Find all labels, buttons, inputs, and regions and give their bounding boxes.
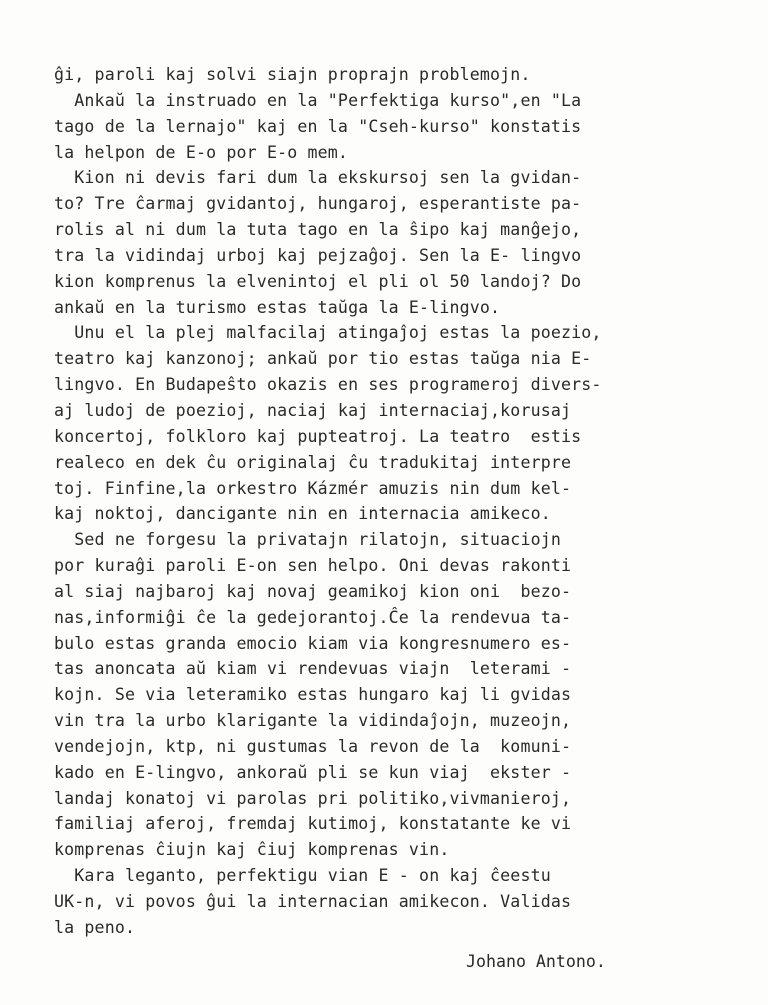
text-line: landaj konatoj vi parolas pri politiko,vivmanieroj, bbox=[54, 788, 572, 808]
text-line: vendejojn, ktp, ni gustumas la revon de la komuni- bbox=[54, 736, 572, 756]
text-line: Kara leganto, perfektigu vian E - on kaj ĉeestu bbox=[54, 866, 551, 886]
text-line: tago de la lernajo" kaj en la "Cseh-kurso" konstatis bbox=[54, 116, 582, 136]
text-line: UK-n, vi povos ĝui la internacian amikecon. Validas bbox=[54, 892, 572, 911]
text-line: rolis al ni dum la tuta tago en la ŝipo kaj manĝejo, bbox=[54, 220, 582, 240]
text-line: teatro kaj kanzonoj; ankaŭ por tio estas taŭga nia E- bbox=[54, 349, 592, 369]
text-line: to? Tre ĉarmaj gvidantoj, hungaroj, esperantiste pa- bbox=[54, 194, 582, 214]
text-line: realeco en dek ĉu originalaj ĉu tradukitaj interpre bbox=[54, 452, 572, 472]
text-line: la peno. bbox=[54, 917, 136, 937]
text-line: nas,informiĝi ĉe la gedejorantoj.Ĉe la rendevua ta- bbox=[54, 607, 572, 627]
text-line: bulo estas granda emocio kiam via kongresnumero es- bbox=[54, 633, 572, 653]
text-line: Unu el la plej malfacilaj atingaĵoj estas la poezio, bbox=[54, 323, 602, 343]
text-line: lingvo. En Budapeŝto okazis en ses programeroj divers- bbox=[54, 375, 602, 395]
text-line: Kion ni devis fari dum la ekskursoj sen la gvidan- bbox=[54, 168, 582, 188]
text-line: vin tra la urbo klarigante la vidindaĵojn, muzeojn, bbox=[54, 711, 572, 731]
text-line: ĝi, paroli kaj solvi siajn proprajn problemojn. bbox=[54, 65, 531, 84]
text-line: Sed ne forgesu la privatajn rilatojn, situaciojn bbox=[54, 530, 562, 550]
text-line: ankaŭ en la turismo estas taŭga la E-lingvo. bbox=[54, 297, 501, 317]
text-line: tra la vidindaj urboj kaj pejzaĝoj. Sen la E- lingvo bbox=[54, 245, 582, 265]
text-line: toj. Finfine,la orkestro Kázmér amuzis nin dum kel- bbox=[54, 478, 572, 498]
text-line: kojn. Se via leteramiko estas hungaro kaj li gvidas bbox=[54, 685, 572, 705]
author-signature: Johano Antono. bbox=[466, 952, 606, 971]
text-line: aj ludoj de poezioj, naciaj kaj internaciaj,korusaj bbox=[54, 400, 572, 420]
text-line: komprenas ĉiujn kaj ĉiuj komprenas vin. bbox=[54, 840, 450, 860]
text-line: al siaj najbaroj kaj novaj geamikoj kion oni bezo- bbox=[54, 581, 572, 601]
text-line: tas anoncata aŭ kiam vi rendevuas viajn leterami - bbox=[54, 659, 572, 679]
text-line: kaj noktoj, dancigante nin en internacia amikeco. bbox=[54, 504, 551, 524]
text-line: kion komprenus la elvenintoj el pli ol 50 landoj? Do bbox=[54, 271, 582, 291]
text-line: koncertoj, folkloro kaj pupteatroj. La teatro estis bbox=[54, 426, 582, 446]
text-line: por kuraĝi paroli E-on sen helpo. Oni devas rakonti bbox=[54, 556, 572, 576]
text-line: kado en E-lingvo, ankoraŭ pli se kun viaj ekster - bbox=[54, 762, 572, 782]
text-line: familiaj aferoj, fremdaj kutimoj, konstatante ke vi bbox=[54, 814, 572, 834]
body-text bbox=[54, 62, 754, 941]
text-line: Ankaŭ la instruado en la "Perfektiga kurso",en "La bbox=[54, 90, 582, 110]
text-line: la helpon de E-o por E-o mem. bbox=[54, 142, 349, 162]
